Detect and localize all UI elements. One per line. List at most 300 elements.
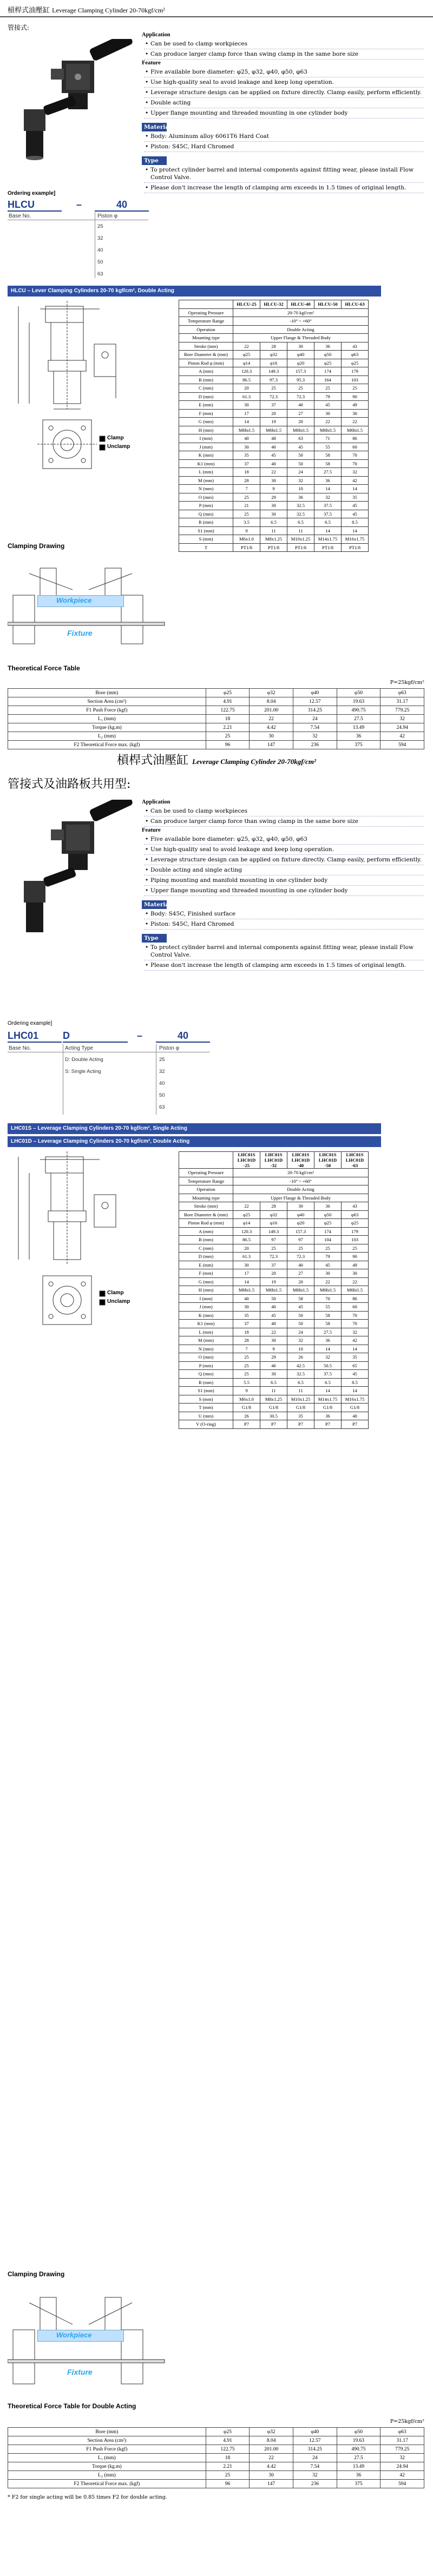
table-cell: φ25 (342, 1219, 369, 1228)
order-value: 40 (156, 1030, 210, 1043)
table-row (179, 1361, 369, 1370)
table-cell: 50 (287, 1311, 314, 1320)
table-cell: Temperature Range (179, 317, 233, 326)
table-cell: P7 (314, 1420, 342, 1429)
table-cell: 35 (342, 1353, 369, 1362)
table-cell: Mounting type (179, 334, 233, 342)
table-cell: 25 (342, 1244, 369, 1253)
table-header-cell: HLCU-32 (260, 300, 287, 309)
table-row (179, 1353, 369, 1362)
table-cell: 22 (233, 1202, 260, 1211)
table-cell: 45 (314, 401, 342, 410)
table-cell: 32 (314, 1353, 342, 1362)
table-cell: 17 (233, 1269, 260, 1278)
table-cell: 37.5 (314, 502, 342, 510)
table-cell: 35 (342, 493, 369, 502)
list-item: S: Single Acting (65, 1069, 101, 1075)
table-cell: 29 (260, 493, 287, 502)
table-cell: 14 (342, 1387, 369, 1395)
table-row (179, 325, 369, 334)
technical-drawing (8, 1151, 175, 1335)
table-header-cell: LHC01S LHC01D -32 (260, 1152, 287, 1169)
force-table-heading: Theoretical Force Table (8, 664, 80, 672)
table-row (179, 1378, 369, 1387)
table-cell: 50.5 (314, 1361, 342, 1370)
table-cell: 30 (250, 732, 293, 741)
order-type: D (63, 1030, 128, 1043)
piston-options (97, 221, 103, 280)
table-cell: 27 (287, 1269, 314, 1278)
table-cell: 17 (233, 409, 260, 418)
table-cell: 97 (260, 1236, 287, 1244)
table-cell: 30 (287, 1202, 314, 1211)
table-cell: 63 (287, 434, 314, 443)
table-cell: M (mm) (179, 476, 233, 485)
table-cell: 42 (380, 2471, 424, 2480)
title-cn: 槓桿式油壓缸 (117, 754, 189, 767)
table-cell: M6x1.0 (233, 1395, 260, 1404)
table-row (179, 1185, 369, 1194)
table-cell: 19 (260, 1277, 287, 1286)
application-label: Application (142, 32, 170, 38)
table-cell: 50 (287, 459, 314, 468)
acting-label: Acting Type (65, 1045, 94, 1051)
table-cell: 147 (250, 2480, 293, 2488)
order-dash: – (136, 1030, 142, 1041)
table-cell: φ14 (233, 359, 260, 367)
clamping-diagram (8, 557, 170, 649)
table-cell: 30 (314, 409, 342, 418)
table-cell: 30 (233, 1261, 260, 1269)
list-item: 25 (97, 223, 103, 229)
table-cell: 55 (314, 1303, 342, 1312)
table-cell: 61.3 (233, 392, 260, 401)
table-cell: 157.3 (287, 367, 314, 376)
base-no-label: Base No. (9, 1045, 31, 1051)
table-cell: 122.75 (206, 2445, 250, 2454)
table-row (179, 342, 369, 351)
table-cell: L₁ (mm) (8, 2454, 206, 2462)
table-row (179, 485, 369, 493)
table-cell: 7 (233, 1345, 260, 1353)
table-cell: 6.5 (260, 1378, 287, 1387)
table-header-cell: φ25 (206, 2428, 250, 2436)
table-cell: M6hi1.5 (233, 1286, 260, 1295)
table-cell: 22 (250, 715, 293, 723)
table-cell: D (mm) (179, 392, 233, 401)
list-item: • Body: Aluminum alloy 6061T6 Hard Coat (144, 131, 423, 142)
table-cell: E (mm) (179, 401, 233, 410)
table-cell: M8x1.25 (260, 1395, 287, 1404)
table-cell: 14 (314, 1387, 342, 1395)
table-cell: I (mm) (179, 434, 233, 443)
table-row (179, 1261, 369, 1269)
table-row (8, 2480, 424, 2488)
table-cell: M6hi1.5 (342, 426, 369, 434)
table-cell: 27.5 (337, 715, 380, 723)
table-cell: M8x1.25 (260, 535, 287, 544)
table-cell: PT1/8 (342, 543, 369, 552)
table-cell: M14x1.75 (314, 535, 342, 544)
table-row (179, 317, 369, 326)
table-cell: 120.3 (233, 1227, 260, 1236)
table-cell: 70 (342, 459, 369, 468)
table-cell: 65 (342, 1361, 369, 1370)
table-row (8, 2445, 424, 2454)
table-cell: PT1/8 (233, 543, 260, 552)
list-item: 25 (159, 1057, 165, 1063)
table-cell: A (mm) (179, 1227, 233, 1236)
table-cell: 9 (260, 1345, 287, 1353)
table-cell: 314.25 (293, 2445, 337, 2454)
table-cell: 37.5 (314, 1370, 342, 1379)
table-header-cell: φ50 (337, 2428, 380, 2436)
table-cell: 25 (287, 384, 314, 393)
table-cell: 30 (233, 443, 260, 451)
list-item: • Double acting and single acting (144, 865, 423, 875)
divider (0, 16, 433, 17)
table-header-row (179, 300, 369, 309)
table-cell: 25 (233, 1353, 260, 1362)
acting-options (65, 1054, 103, 1078)
table-cell: 40 (260, 1303, 287, 1312)
feature-label: Feature (142, 60, 161, 66)
table-row (179, 426, 369, 434)
table-cell: N (mm) (179, 1345, 233, 1353)
table-cell: N (mm) (179, 485, 233, 493)
list-item: • Can produce larger clamp force than swing clamp in the same bore size (144, 49, 423, 60)
table-cell: 179 (342, 367, 369, 376)
table-cell: 35 (233, 1311, 260, 1320)
table-cell: F2 Theoretical Force max. (kgf) (8, 741, 206, 749)
table-row (179, 1303, 369, 1312)
table-cell: F2 Theoretical Force max. (kgf) (8, 2480, 206, 2488)
list-item: • Leverage structure design can be applied on fixture directly. Clamp easily, perform efficiently. (144, 855, 423, 865)
table-cell: G1/8 (233, 1404, 260, 1412)
table-cell: 30 (260, 1336, 287, 1345)
table-cell: 40 (233, 434, 260, 443)
table-cell: 32.5 (287, 502, 314, 510)
table-cell: B (mm) (179, 1236, 233, 1244)
table-cell: 40 (287, 401, 314, 410)
table-cell: φ25 (233, 1210, 260, 1219)
table-row (179, 1177, 369, 1185)
table-row (179, 1387, 369, 1395)
table-cell: Double Acting (233, 325, 369, 334)
table-cell: O (mm) (179, 493, 233, 502)
table-row (179, 359, 369, 367)
table-cell: 55 (314, 443, 342, 451)
table-cell: M6x1.0 (233, 535, 260, 544)
table-row (179, 1328, 369, 1336)
table-cell: 5.5 (233, 1378, 260, 1387)
table-cell: 12.57 (293, 697, 337, 706)
table-cell: φ14 (233, 1219, 260, 1228)
table-cell: 236 (293, 741, 337, 749)
table-cell: 28 (260, 342, 287, 351)
table-cell: 594 (380, 741, 424, 749)
unclamp-label: Unclamp (107, 444, 130, 450)
table-cell: 29 (260, 1353, 287, 1362)
table-cell: M6hi1.5 (314, 426, 342, 434)
order-dash: – (76, 199, 82, 210)
table-cell: 32 (380, 2454, 424, 2462)
table-cell: 14 (233, 1277, 260, 1286)
table-cell: 25 (233, 493, 260, 502)
table-cell: φ40 (287, 351, 314, 359)
table-cell: Bore Diameter & (mm) (179, 1210, 233, 1219)
feature-label: Feature (142, 827, 161, 833)
table-row (179, 502, 369, 510)
table-cell: 58 (314, 459, 342, 468)
table-cell: 40 (342, 1412, 369, 1420)
piston-label: Piston φ (159, 1045, 180, 1051)
table-cell: 27.5 (314, 468, 342, 477)
table-cell: 120.3 (233, 367, 260, 376)
table-cell: 25 (260, 1244, 287, 1253)
force-table (8, 688, 424, 749)
list-item: • Can be used to clamp workpieces (144, 806, 423, 816)
table-cell: 25 (314, 384, 342, 393)
table-row (179, 1412, 369, 1420)
table-cell: 149.3 (260, 367, 287, 376)
list-item: • Piping mounting and manifold mounting in one cylinder body (144, 875, 423, 886)
order-code: LHC01 (8, 1030, 62, 1043)
table-cell: P (mm) (179, 1361, 233, 1370)
table-row (179, 459, 369, 468)
table-cell: 79 (314, 392, 342, 401)
table-cell: 49 (342, 1261, 369, 1269)
table-cell: 32 (342, 468, 369, 477)
table-cell: 48 (260, 434, 287, 443)
table-cell: -10° ~ +60° (233, 1177, 369, 1185)
list-item: • To protect cylinder barrel and internal components against fitting wear, please install Flow Control Valve. (144, 943, 423, 960)
table-cell: 58 (314, 1311, 342, 1320)
table-cell: 36 (314, 1336, 342, 1345)
table-cell: 20 (260, 1269, 287, 1278)
table-cell: R (mm) (179, 1378, 233, 1387)
table-cell: M6hi1.5 (287, 1286, 314, 1295)
table-cell: Mounting type (179, 1194, 233, 1202)
table-cell: 24 (293, 715, 337, 723)
table-cell: Operation (179, 325, 233, 334)
table-row (179, 518, 369, 527)
table-cell: 375 (337, 2480, 380, 2488)
table-cell: 79 (314, 1253, 342, 1261)
table-cell: 45 (342, 510, 369, 518)
table-row (179, 1404, 369, 1412)
table-cell: 32 (287, 1336, 314, 1345)
section2-title (0, 751, 433, 768)
list-item: 63 (97, 271, 103, 277)
table-cell: 594 (380, 2480, 424, 2488)
table-cell: 40 (287, 1261, 314, 1269)
force-unit: P=25kgf/cm² (390, 680, 424, 686)
table-row (179, 418, 369, 426)
table-cell: P (mm) (179, 502, 233, 510)
table-cell: 13.49 (337, 2462, 380, 2471)
force-table-heading: Theoretical Force Table for Double Acting (8, 2402, 136, 2410)
table-cell: 90 (342, 1253, 369, 1261)
table-header-cell: φ40 (293, 689, 337, 697)
table-cell: 37 (260, 1261, 287, 1269)
table-cell: 2.21 (206, 2462, 250, 2471)
table-row (179, 1236, 369, 1244)
table-cell: 30 (260, 476, 287, 485)
product-photo (8, 39, 139, 163)
section1-title (8, 4, 165, 15)
table-cell: 174 (314, 367, 342, 376)
table-cell: 30.5 (260, 1412, 287, 1420)
clamping-diagram (8, 2287, 170, 2389)
table-cell: 28 (233, 476, 260, 485)
table-cell: 21 (233, 502, 260, 510)
table-cell: B (mm) (179, 375, 233, 384)
table-header-cell: φ63 (380, 2428, 424, 2436)
table-cell: Section Area (cm²) (8, 697, 206, 706)
table-row (179, 1311, 369, 1320)
table-cell: 314.25 (293, 706, 337, 715)
table-row (179, 1244, 369, 1253)
table-cell: 42 (342, 1336, 369, 1345)
spec-table (179, 1151, 369, 1429)
table-cell: 4.91 (206, 2436, 250, 2445)
list-item: 50 (159, 1092, 165, 1098)
table-row (179, 1320, 369, 1328)
table-cell: 32.5 (287, 1370, 314, 1379)
table-cell: 18 (233, 1328, 260, 1336)
features-panel (142, 31, 423, 193)
table-cell: 32.5 (287, 510, 314, 518)
table-cell: 30 (260, 1370, 287, 1379)
ordering-label: Ordering example] (8, 1020, 53, 1026)
table-cell: C (mm) (179, 1244, 233, 1253)
list-item: 32 (159, 1069, 165, 1075)
table-cell: 2.21 (206, 723, 250, 732)
table-cell: 32 (342, 1328, 369, 1336)
table-row (179, 1294, 369, 1303)
table-cell: 30 (260, 502, 287, 510)
table-cell: φ40 (287, 1210, 314, 1219)
table-cell: T (mm) (179, 1404, 233, 1412)
table-header-row (8, 2428, 424, 2436)
table-cell: F1 Push Force (kgf) (8, 2445, 206, 2454)
table-cell: I (mm) (179, 1294, 233, 1303)
table-cell: φ25 (342, 359, 369, 367)
table-cell: 24.94 (380, 723, 424, 732)
table-cell: 45 (314, 1261, 342, 1269)
table-cell: 36 (314, 1412, 342, 1420)
table-cell: R (mm) (179, 518, 233, 527)
table-cell: 236 (293, 2480, 337, 2488)
title-en: Leverage Clamping Cylinder 20-70kgf/cm² (52, 6, 165, 14)
table-cell: 31.17 (380, 697, 424, 706)
table-row (179, 1370, 369, 1379)
table-cell: L₁ (mm) (8, 715, 206, 723)
table-cell: 40 (260, 459, 287, 468)
table-cell: 86 (342, 1294, 369, 1303)
table-cell: M14x1.75 (314, 1395, 342, 1404)
table-header-row (8, 689, 424, 697)
table-header-cell: HLCU-25 (233, 300, 260, 309)
table-cell: 70 (342, 1320, 369, 1328)
table-cell: 25 (206, 2471, 250, 2480)
title-en: Leverage Clamping Cylinder 20-70kgf/cm² (192, 757, 316, 766)
table-cell: 4.91 (206, 697, 250, 706)
fixture-label: Fixture (67, 2368, 93, 2376)
list-item: 40 (97, 247, 103, 253)
clamp-label: Clamp (107, 1290, 124, 1296)
clamp-label: Clamp (107, 435, 124, 441)
table-cell: 14 (314, 526, 342, 535)
table-cell: 45 (342, 502, 369, 510)
list-item: • Body: S45C, Finished surface (144, 909, 423, 919)
table-cell: 70 (314, 1294, 342, 1303)
footnote: * F2 for single acting will be 0.85 times F2 for double acting. (8, 2494, 167, 2500)
table-cell: 32 (287, 476, 314, 485)
table-cell: 58 (287, 1294, 314, 1303)
subtitle: 管接式及油路板共用型: (8, 778, 131, 791)
table-cell: 22 (260, 468, 287, 477)
clamping-drawing-heading: Clamping Drawing (8, 542, 65, 550)
features-panel (142, 799, 423, 971)
table-row (179, 1253, 369, 1261)
table-row (179, 1219, 369, 1228)
table-cell: φ50 (314, 1210, 342, 1219)
list-item: • Please don't increase the length of clamping arm exceeds in 1.5 times of original length. (144, 960, 423, 971)
table-cell: 36 (337, 732, 380, 741)
table-cell: 20 (260, 409, 287, 418)
table-cell: 45 (287, 443, 314, 451)
table-cell: 9 (233, 1387, 260, 1395)
table-cell: 25 (233, 510, 260, 518)
table-cell: 36 (314, 1202, 342, 1211)
table-cell: 24 (293, 2454, 337, 2462)
table-cell: 96 (206, 2480, 250, 2488)
table-cell: 25 (342, 384, 369, 393)
table-row (179, 451, 369, 460)
table-cell: 42 (380, 732, 424, 741)
table-cell: P7 (233, 1420, 260, 1429)
table-cell: 12.57 (293, 2436, 337, 2445)
table-cell: 30 (260, 510, 287, 518)
table-header-cell: LHC01S LHC01D -40 (287, 1152, 314, 1169)
table-row (8, 2436, 424, 2445)
table-cell: 779.25 (380, 706, 424, 715)
table-cell: 9 (233, 526, 260, 535)
table-cell: M6hi1.5 (260, 1286, 287, 1295)
table-cell: 22 (250, 2454, 293, 2462)
table-cell: 43 (342, 1202, 369, 1211)
table-cell: 27.5 (314, 1328, 342, 1336)
list-item: • Please don't increase the length of clamping arm exceeds in 1.5 times of original length. (144, 183, 423, 193)
table-cell: φ20 (287, 359, 314, 367)
table-cell: S (mm) (179, 1395, 233, 1404)
table-cell: 30 (342, 409, 369, 418)
table-cell: 201.00 (250, 2445, 293, 2454)
table-cell: Torque (kg.m) (8, 723, 206, 732)
table-cell: 6.5 (287, 518, 314, 527)
order-code: HLCU (8, 199, 62, 212)
table-cell: 8.5 (342, 518, 369, 527)
table-row (179, 468, 369, 477)
table-cell: 37 (233, 1320, 260, 1328)
base-no-label: Base No. (9, 213, 31, 219)
table-cell: 45 (342, 1370, 369, 1379)
table-cell: 11 (287, 1387, 314, 1395)
table-header-cell: HLCU-40 (287, 300, 314, 309)
product-photo (8, 800, 139, 940)
